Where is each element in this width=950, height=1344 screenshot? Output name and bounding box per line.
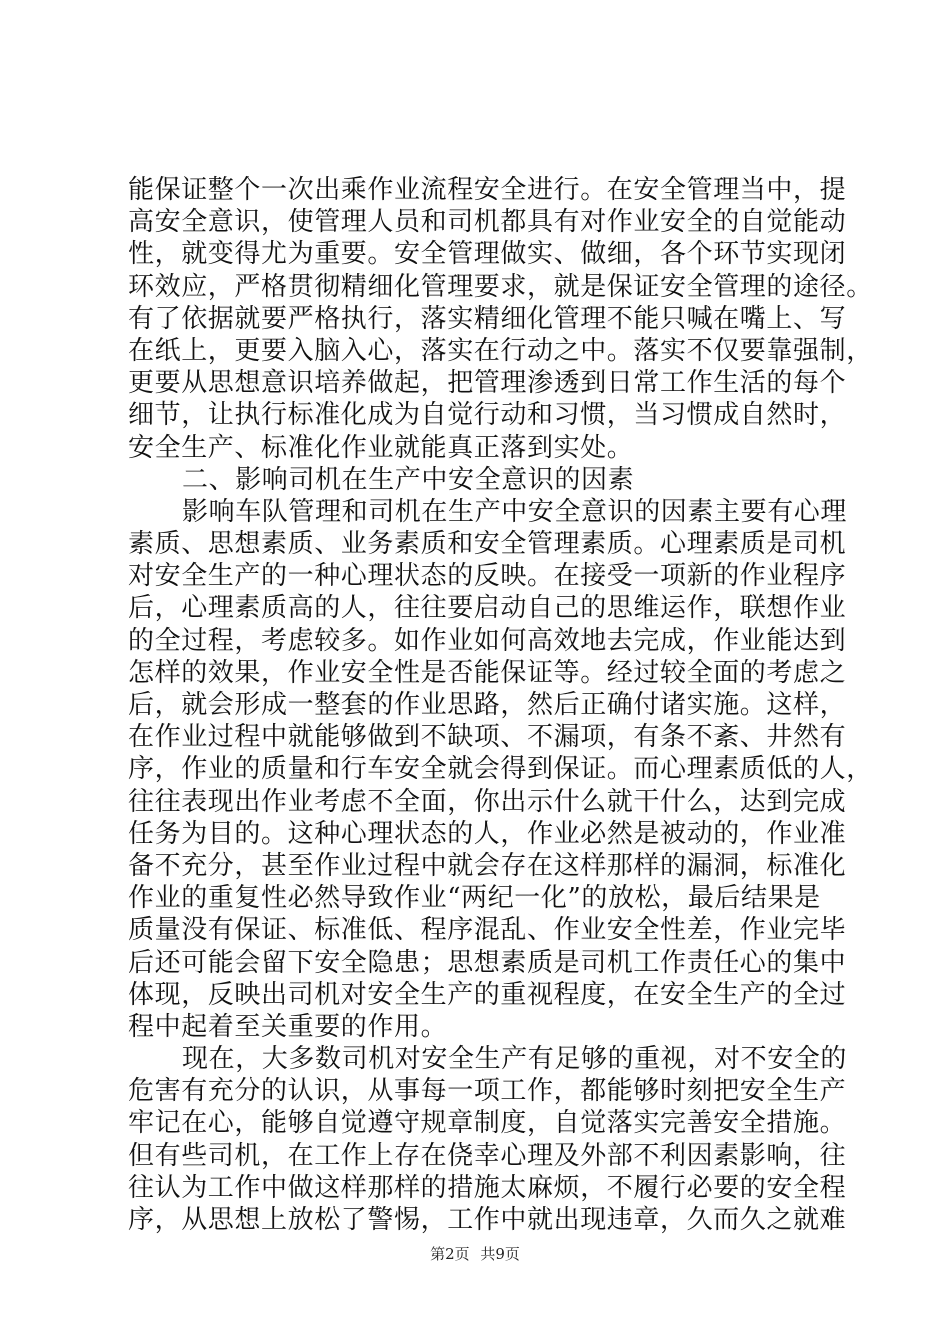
text-line: 环效应，严格贯彻精细化管理要求，就是保证安全管理的途径。: [128, 271, 873, 302]
text-line: 有了依据就要严格执行，落实精细化管理不能只喊在嘴上、写: [128, 303, 847, 334]
text-line: 备不充分，甚至作业过程中就会存在这样那样的漏洞，标准化: [128, 850, 847, 881]
text-line: 往认为工作中做这样那样的措施太麻烦，不履行必要的安全程: [128, 1172, 847, 1203]
text-line: 后，就会形成一整套的作业思路，然后正确付诸实施。这样，: [128, 690, 847, 720]
text-line: 能保证整个一次出乘作业流程安全进行。在安全管理当中，提: [128, 175, 847, 205]
text-line: 对安全生产的一种心理状态的反映。在接受一项新的作业程序: [128, 561, 847, 592]
text-line: 任务为目的。这种心理状态的人，作业必然是被动的，作业准: [128, 818, 847, 849]
text-line: 序，作业的质量和行车安全就会得到保证。而心理素质低的人，: [128, 754, 873, 785]
text-line: 后还可能会留下安全隐患；思想素质是司机工作责任心的集中: [128, 947, 847, 978]
text-line: 在纸上，更要入脑入心，落实在行动之中。落实不仅要靠强制，: [128, 335, 873, 366]
page-total: 共9页: [480, 1245, 520, 1263]
text-line: 作业的重复性必然导致作业“两纪一化”的放松，最后结果是: [128, 883, 821, 914]
text-line: 往往表现出作业考虑不全面，你出示什么就干什么，达到完成: [128, 786, 847, 817]
paragraph-start: 影响车队管理和司机在生产中安全意识的因素主要有心理: [182, 496, 848, 527]
text-line: 高安全意识，使管理人员和司机都具有对作业安全的自觉能动: [128, 207, 847, 238]
text-line: 体现，反映出司机对安全生产的重视程度，在安全生产的全过: [128, 979, 847, 1010]
text-line: 程中起着至关重要的作用。: [128, 1011, 448, 1042]
body-text: [128, 174, 873, 1236]
paragraph-start: 现在，大多数司机对安全生产有足够的重视，对不安全的: [182, 1044, 848, 1075]
text-line: 牢记在心，能够自觉遵守规章制度，自觉落实完善安全措施。: [128, 1108, 847, 1139]
text-line: 细节，让执行标准化成为自觉行动和习惯，当习惯成自然时，: [128, 400, 847, 431]
text-line: 性，就变得尤为重要。安全管理做实、做细，各个环节实现闭: [128, 239, 847, 270]
page-footer: [0, 1244, 950, 1264]
text-line: 怎样的效果，作业安全性是否能保证等。经过较全面的考虑之: [128, 657, 847, 688]
text-line: 质量没有保证、标准低、程序混乱、作业安全性差，作业完毕: [128, 915, 847, 946]
text-line: 危害有充分的认识，从事每一项工作，都能够时刻把安全生产: [128, 1076, 847, 1107]
text-line: 序，从思想上放松了警惕，工作中就出现违章，久而久之就难: [128, 1205, 847, 1235]
text-line: 后，心理素质高的人，往往要启动自己的思维运作，联想作业: [128, 593, 847, 624]
section-heading: 二、影响司机在生产中安全意识的因素: [182, 464, 635, 495]
page-number: 第2页: [430, 1245, 470, 1263]
text-line: 安全生产、标准化作业就能真正落到实处。: [128, 432, 634, 463]
text-line: 但有些司机，在工作上存在侥幸心理及外部不利因素影响，往: [128, 1140, 847, 1171]
text-line: 的全过程，考虑较多。如作业如何高效地去完成，作业能达到: [128, 625, 847, 656]
text-line: 更要从思想意识培养做起，把管理渗透到日常工作生活的每个: [128, 368, 847, 399]
text-line: 素质、思想素质、业务素质和安全管理素质。心理素质是司机: [128, 529, 847, 560]
text-line: 在作业过程中就能够做到不缺项、不漏项，有条不紊、井然有: [128, 722, 847, 753]
